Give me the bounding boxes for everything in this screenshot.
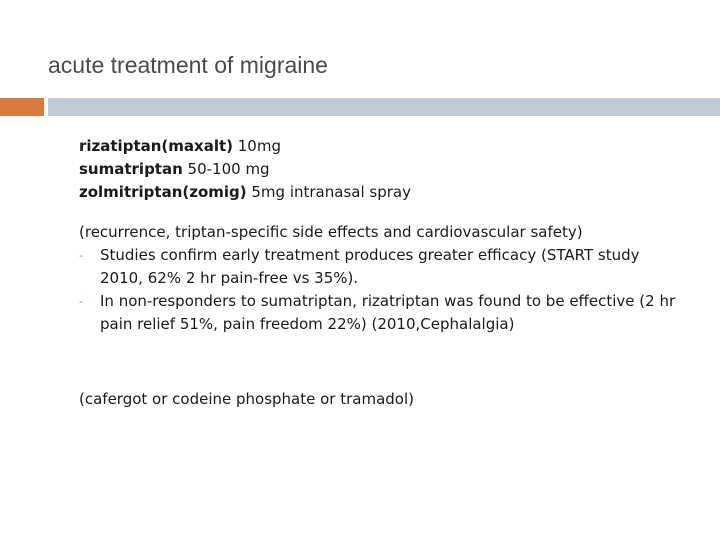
drug-line — [79, 181, 679, 204]
spacer — [79, 204, 679, 221]
spacer — [79, 336, 679, 388]
slide-content — [79, 135, 679, 411]
notes-bullets — [79, 244, 679, 336]
bullet-text: Studies confirm early treatment produces greater efficacy (START study 2010, 62% 2 hr pain-free vs 35%). — [100, 246, 640, 287]
drug-name: zolmitriptan(zomig) — [79, 183, 247, 201]
drug-detail: 5mg intranasal spray — [246, 183, 411, 201]
bullet-text: In non-responders to sumatriptan, rizatriptan was found to be effective (2 hr pain relief 51%, pain freedom 22%) (2010,Cephalalgia) — [100, 292, 676, 333]
notes-footer: (cafergot or codeine phosphate or tramadol) — [79, 390, 415, 408]
drug-detail: 10mg — [232, 137, 281, 155]
drug-line — [79, 158, 679, 181]
drug-line — [79, 135, 679, 158]
bullet-dash: - — [79, 295, 83, 308]
bullet-item — [79, 290, 679, 336]
accent-bar-right — [48, 98, 720, 116]
drug-name: rizatiptan(maxalt) — [79, 137, 233, 155]
drug-name: sumatriptan — [79, 160, 183, 178]
drug-detail: 50-100 mg — [182, 160, 270, 178]
slide-title: acute treatment of migraine — [48, 52, 328, 78]
bullet-item — [79, 244, 679, 290]
accent-bar-left — [0, 98, 44, 116]
bullet-dash: - — [79, 249, 83, 262]
notes-intro: (recurrence, triptan-specific side effects and cardiovascular safety) — [79, 223, 583, 241]
